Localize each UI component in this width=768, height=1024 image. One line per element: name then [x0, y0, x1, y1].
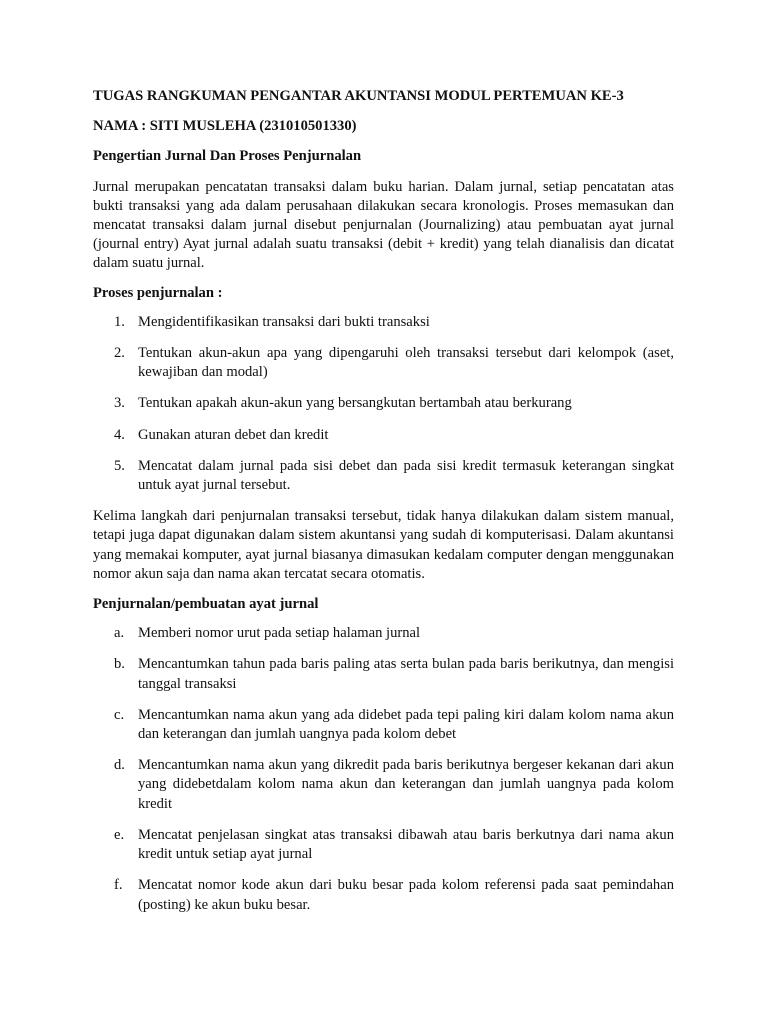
list-item-number: 2. [114, 345, 125, 362]
list-item [93, 344, 674, 382]
document-title: TUGAS RANGKUMAN PENGANTAR AKUNTANSI MODUL PERTEMUAN KE-3 [93, 88, 624, 104]
paragraph-kelima-langkah: Kelima langkah dari penjurnalan transaksi tersebut, tidak hanya dilakukan dalam sistem manual, tetapi juga dapat digunakan dalam sistem akuntansi yang sudah di komputerisasi. Dalam akuntansi yang memakai komputer, ayat jurnal biasanya dimasukan kedalam computer dengan menggunakan nomor akun saja dan nama akan tercatat secara otomatis. [93, 508, 674, 582]
list-item [93, 826, 674, 864]
list-item-text: Memberi nomor urut pada setiap halaman jurnal [138, 625, 421, 642]
list-item-text: Mencantumkan tahun pada baris paling atas serta bulan pada baris berikutnya, dan mengisi tanggal transaksi [138, 656, 674, 692]
list-item [93, 426, 674, 445]
list-item-text: Gunakan aturan debet dan kredit [138, 426, 329, 443]
list-item-letter: c. [114, 706, 125, 723]
list-item-text: Tentukan akun-akun apa yang dipengaruhi oleh transaksi tersebut dari kelompok (aset, kewajiban dan modal) [138, 345, 674, 381]
list-item-letter: a. [114, 625, 125, 642]
list-item-text: Tentukan apakah akun-akun yang bersangkutan bertambah atau berkurang [138, 395, 572, 412]
section-heading-pembuatan-ayat-jurnal: Penjurnalan/pembuatan ayat jurnal [93, 596, 319, 613]
list-item [93, 624, 674, 643]
list-item-letter: d. [114, 757, 125, 774]
list-item-text: Mencantumkan nama akun yang dikredit pada baris berikutnya bergeser kekanan dari akun yang didebetdalam kolom nama akun dan keterangan dan jumlah uangnya pada kolom kredit [138, 757, 674, 812]
list-item-number: 3. [114, 395, 125, 412]
list-item [93, 655, 674, 693]
list-item [93, 394, 674, 413]
list-item [93, 876, 674, 914]
list-item [93, 457, 674, 495]
list-item-letter: e. [114, 826, 125, 843]
lettered-list-ayat-jurnal [93, 624, 674, 914]
list-item-letter: b. [114, 656, 125, 673]
list-item [93, 756, 674, 814]
document-content [93, 87, 674, 915]
list-item [93, 706, 674, 744]
list-item-number: 4. [114, 426, 125, 443]
list-item-text: Mengidentifikasikan transaksi dari bukti transaksi [138, 313, 430, 330]
list-item-text: Mencatat nomor kode akun dari buku besar pada kolom referensi pada saat pemindahan (posting) ke akun buku besar. [138, 877, 674, 913]
section-heading-pengertian-jurnal: Pengertian Jurnal Dan Proses Penjurnalan [93, 148, 362, 165]
list-item-text: Mencatat dalam jurnal pada sisi debet dan pada sisi kredit termasuk keterangan singkat untuk ayat jurnal tersebut. [138, 457, 674, 494]
list-item-text: Mencantumkan nama akun yang ada didebet pada tepi paling kiri dalam kolom nama akun dan keterangan dan jumlah uangnya pada kolom debet [138, 706, 674, 743]
numbered-list-proses [93, 313, 674, 495]
list-item-number: 5. [114, 457, 125, 474]
list-item [93, 313, 674, 332]
list-item-number: 1. [114, 313, 125, 330]
section-heading-proses-penjurnalan: Proses penjurnalan : [93, 284, 223, 301]
student-name-line: NAMA : SITI MUSLEHA (231010501330) [93, 118, 357, 135]
list-item-letter: f. [114, 877, 123, 894]
list-item-text: Mencatat penjelasan singkat atas transaksi dibawah atau baris berkutnya dari nama akun kredit untuk setiap ayat jurnal [138, 826, 674, 863]
paragraph-pengertian-jurnal: Jurnal merupakan pencatatan transaksi dalam buku harian. Dalam jurnal, setiap pencatatan atas bukti transaksi yang ada dalam perusahaan dilakukan secara kronologis. Proses memasukan dan mencatat transaksi dalam jurnal disebut penjurnalan (Journalizing) atau pembuatan ayat jurnal (journal entry) Ayat jurnal adalah suatu transaksi (debit + kredit) yang telah dianalisis dan dicatat dalam suatu jurnal. [93, 178, 674, 272]
